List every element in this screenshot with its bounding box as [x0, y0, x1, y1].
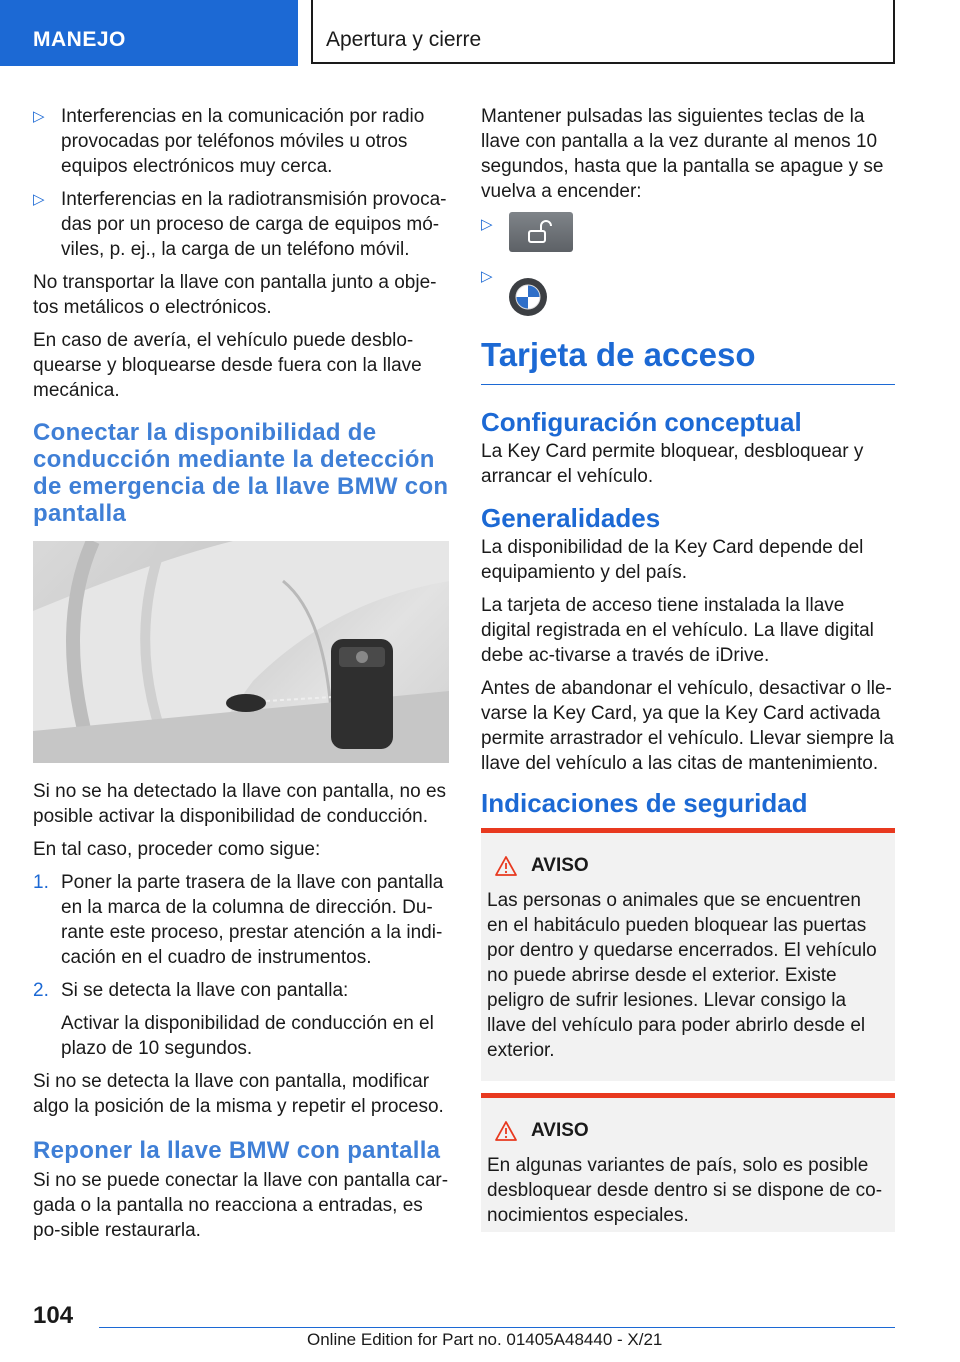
step-item: 1. Poner la parte trasera de la llave con pantalla en la marca de la columna de dirección. Du-rante este proceso, prestar atención a la indi-cación en el cuadro de instrumentos. — [33, 872, 444, 968]
warning-box — [481, 828, 895, 1081]
step-number: 2. — [33, 980, 49, 1001]
warning-triangle-icon — [495, 1121, 517, 1141]
step-number: 1. — [33, 872, 49, 893]
paragraph: La tarjeta de acceso tiene instalada la llave digital registrada en el vehículo. La llave digital debe ac-tivarse a través de iDrive. — [481, 595, 874, 666]
paragraph: La Key Card permite bloquear, desbloquear y arrancar el vehículo. — [481, 441, 864, 487]
step-item: 2. Si se detecta la llave con pantalla: — [33, 980, 349, 1001]
paragraph: No transportar la llave con pantalla junto a obje-tos metálicos o electrónicos. — [33, 272, 437, 318]
paragraph: Mantener pulsadas las siguientes teclas de la llave con pantalla a la vez durante al menos 10 segundos, hasta que la pantalla se apague y se vuelva a encender: — [481, 106, 884, 202]
header-chapter — [311, 0, 895, 64]
subheading-safety: Indicaciones de seguridad — [481, 788, 808, 818]
paragraph: Si no se detecta la llave con pantalla, modificar algo la posición de la misma y repetir el proceso. — [33, 1071, 444, 1117]
bullet-triangle-icon: ▷ — [33, 108, 45, 125]
header-chapter-label: Apertura y cierre — [326, 28, 482, 51]
illustration-svg — [33, 541, 449, 763]
unlock-button-icon — [509, 212, 573, 252]
paragraph: Antes de abandonar el vehículo, desactivar o lle-varse la Key Card, ya que la Key Card activada permite arrastrador el vehículo. Llevar siempre la llave del vehículo a las citas de mantenimiento. — [481, 678, 894, 774]
warning-triangle-icon — [495, 856, 517, 876]
list-item — [481, 264, 895, 320]
subheading-general: Generalidades — [481, 503, 661, 533]
warning-text: Las personas o animales que se encuentren en el habitáculo pueden bloquear las puertas por dentro y quedarse encerrados. El vehículo no puede abrirse desde el exterior. Existe peligro de sufrir lesiones. Llevar consigo la llave del vehículo para poder abrirlo desde el exterior. — [487, 890, 877, 1061]
paragraph: La disponibilidad de la Key Card depende del equipamiento y del país. — [481, 537, 864, 583]
list-item: ▷ Interferencias en la radiotransmisión provoca-das por un proceso de carga de equipos mó-viles, p. ej., la carga de un teléfono móvil. — [33, 189, 447, 260]
header-section-tab — [0, 0, 298, 66]
heading-emergency-detection: Conectar la disponibilidad de conducción mediante la detección de emergencia de la llave BMW con pantalla — [33, 419, 449, 527]
subheading-concept: Configuración conceptual — [481, 407, 802, 437]
page-number: 104 — [33, 1302, 74, 1329]
paragraph: En tal caso, proceder como sigue: — [33, 839, 321, 860]
footer-edition: Online Edition for Part no. 01405A48440 - X/21 — [307, 1330, 663, 1349]
warning-box — [481, 1093, 895, 1232]
section-title-access-card: Tarjeta de acceso — [481, 336, 895, 385]
step-substep: Activar la disponibilidad de conducción en el plazo de 10 segundos. — [61, 1013, 434, 1059]
steering-column-key-photo — [33, 541, 449, 763]
list-item — [481, 212, 895, 256]
bullet-triangle-icon: ▷ — [481, 216, 493, 233]
paragraph: Si no se ha detectado la llave con pantalla, no es posible activar la disponibilidad de conducción. — [33, 781, 447, 827]
list-item: ▷ Interferencias en la comunicación por radio provocadas por teléfonos móviles u otros equipos electrónicos muy cerca. — [33, 106, 425, 177]
paragraph: Si no se puede conectar la llave con pantalla car-gada o la pantalla no reacciona a entradas, es po-sible restaurarla. — [33, 1170, 449, 1241]
warning-title: AVISO — [487, 1118, 887, 1143]
bullet-triangle-icon: ▷ — [481, 268, 493, 285]
footer-divider — [99, 1327, 895, 1328]
right-column — [481, 104, 895, 1242]
warning-text: En algunas variantes de país, solo es posible desbloquear desde dentro si se dispone de co-nocimientos especiales. — [487, 1155, 883, 1226]
warning-title: AVISO — [487, 853, 887, 878]
heading-reset-key: Reponer la llave BMW con pantalla — [33, 1137, 441, 1164]
header-section-label: MANEJO — [33, 28, 126, 51]
left-column — [33, 104, 449, 1251]
paragraph: En caso de avería, el vehículo puede desblo-quearse y bloquearse desde fuera con la llave mecánica. — [33, 330, 422, 401]
bmw-roundel-icon — [509, 278, 547, 316]
bullet-triangle-icon: ▷ — [33, 191, 45, 208]
